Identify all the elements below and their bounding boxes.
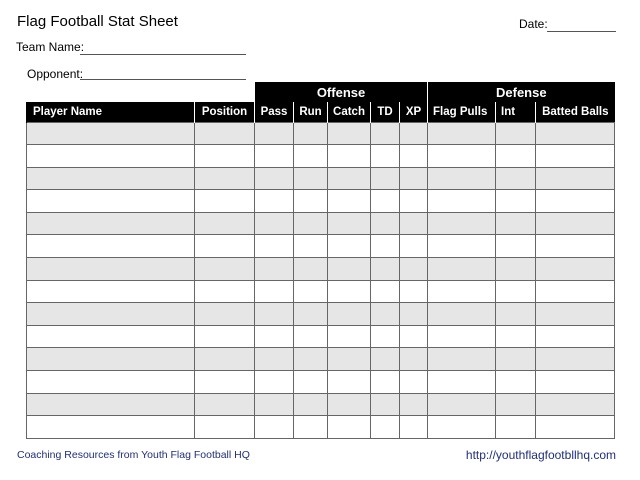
cell-batted-balls[interactable] <box>536 235 615 258</box>
cell-flag-pulls[interactable] <box>428 325 496 348</box>
cell-td[interactable] <box>371 348 400 371</box>
cell-position[interactable] <box>195 235 255 258</box>
footer-credit: Coaching Resources from Youth Flag Football HQ <box>17 449 250 461</box>
cell-run[interactable] <box>294 280 328 303</box>
cell-flag-pulls[interactable] <box>428 167 496 190</box>
cell-td[interactable] <box>371 190 400 213</box>
cell-catch[interactable] <box>328 190 371 213</box>
cell-batted-balls[interactable] <box>536 325 615 348</box>
cell-int[interactable] <box>496 348 536 371</box>
col-header-xp: XP <box>400 102 428 122</box>
cell-flag-pulls[interactable] <box>428 235 496 258</box>
cell-pass[interactable] <box>255 235 294 258</box>
cell-xp[interactable] <box>400 371 428 394</box>
cell-int[interactable] <box>496 122 536 145</box>
cell-int[interactable] <box>496 393 536 416</box>
cell-xp[interactable] <box>400 258 428 281</box>
table-row <box>27 145 615 168</box>
cell-flag-pulls[interactable] <box>428 258 496 281</box>
date-label: Date: <box>519 17 548 31</box>
cell-xp[interactable] <box>400 190 428 213</box>
cell-flag-pulls[interactable] <box>428 145 496 168</box>
cell-int[interactable] <box>496 303 536 326</box>
cell-position[interactable] <box>195 258 255 281</box>
col-header-run: Run <box>294 102 328 122</box>
cell-run[interactable] <box>294 190 328 213</box>
cell-xp[interactable] <box>400 303 428 326</box>
cell-catch[interactable] <box>328 280 371 303</box>
cell-int[interactable] <box>496 212 536 235</box>
cell-pass[interactable] <box>255 325 294 348</box>
footer-url-link[interactable]: http://youthflagfootbllhq.com <box>465 448 616 462</box>
cell-int[interactable] <box>496 167 536 190</box>
stat-table <box>26 82 615 439</box>
cell-batted-balls[interactable] <box>536 167 615 190</box>
cell-position[interactable] <box>195 167 255 190</box>
cell-pass[interactable] <box>255 212 294 235</box>
cell-player-name[interactable] <box>27 145 195 168</box>
table-row <box>27 325 615 348</box>
cell-td[interactable] <box>371 416 400 439</box>
cell-position[interactable] <box>195 416 255 439</box>
cell-position[interactable] <box>195 303 255 326</box>
cell-td[interactable] <box>371 325 400 348</box>
cell-flag-pulls[interactable] <box>428 190 496 213</box>
table-row <box>27 416 615 439</box>
team-name-field-line[interactable] <box>80 54 246 55</box>
cell-position[interactable] <box>195 348 255 371</box>
cell-run[interactable] <box>294 235 328 258</box>
table-row <box>27 303 615 326</box>
col-header-batted-balls: Batted Balls <box>536 102 615 122</box>
cell-pass[interactable] <box>255 303 294 326</box>
cell-batted-balls[interactable] <box>536 212 615 235</box>
table-row <box>27 371 615 394</box>
cell-td[interactable] <box>371 235 400 258</box>
group-header-spacer <box>27 82 255 102</box>
cell-player-name[interactable] <box>27 371 195 394</box>
cell-xp[interactable] <box>400 122 428 145</box>
cell-xp[interactable] <box>400 280 428 303</box>
cell-batted-balls[interactable] <box>536 416 615 439</box>
cell-xp[interactable] <box>400 235 428 258</box>
cell-player-name[interactable] <box>27 348 195 371</box>
cell-run[interactable] <box>294 348 328 371</box>
cell-pass[interactable] <box>255 190 294 213</box>
cell-int[interactable] <box>496 145 536 168</box>
cell-catch[interactable] <box>328 416 371 439</box>
cell-run[interactable] <box>294 145 328 168</box>
cell-run[interactable] <box>294 303 328 326</box>
cell-pass[interactable] <box>255 258 294 281</box>
cell-pass[interactable] <box>255 280 294 303</box>
cell-player-name[interactable] <box>27 303 195 326</box>
cell-xp[interactable] <box>400 212 428 235</box>
cell-int[interactable] <box>496 235 536 258</box>
cell-td[interactable] <box>371 167 400 190</box>
cell-td[interactable] <box>371 280 400 303</box>
cell-xp[interactable] <box>400 348 428 371</box>
col-header-position: Position <box>195 102 255 122</box>
cell-catch[interactable] <box>328 212 371 235</box>
cell-run[interactable] <box>294 416 328 439</box>
cell-player-name[interactable] <box>27 325 195 348</box>
cell-flag-pulls[interactable] <box>428 393 496 416</box>
cell-catch[interactable] <box>328 348 371 371</box>
cell-td[interactable] <box>371 371 400 394</box>
col-header-td: TD <box>371 102 400 122</box>
cell-run[interactable] <box>294 371 328 394</box>
cell-position[interactable] <box>195 145 255 168</box>
cell-xp[interactable] <box>400 393 428 416</box>
table-row <box>27 167 615 190</box>
cell-flag-pulls[interactable] <box>428 212 496 235</box>
cell-flag-pulls[interactable] <box>428 416 496 439</box>
cell-int[interactable] <box>496 371 536 394</box>
cell-batted-balls[interactable] <box>536 371 615 394</box>
cell-position[interactable] <box>195 371 255 394</box>
cell-batted-balls[interactable] <box>536 190 615 213</box>
cell-position[interactable] <box>195 212 255 235</box>
table-row <box>27 235 615 258</box>
cell-pass[interactable] <box>255 416 294 439</box>
table-row <box>27 393 615 416</box>
cell-td[interactable] <box>371 212 400 235</box>
opponent-field-line[interactable] <box>80 79 246 80</box>
col-header-player-name: Player Name <box>27 102 195 122</box>
sheet-title: Flag Football Stat Sheet <box>17 13 178 30</box>
col-header-pass: Pass <box>255 102 294 122</box>
cell-xp[interactable] <box>400 167 428 190</box>
cell-flag-pulls[interactable] <box>428 303 496 326</box>
cell-player-name[interactable] <box>27 212 195 235</box>
cell-player-name[interactable] <box>27 258 195 281</box>
cell-batted-balls[interactable] <box>536 393 615 416</box>
cell-run[interactable] <box>294 325 328 348</box>
cell-position[interactable] <box>195 190 255 213</box>
cell-flag-pulls[interactable] <box>428 280 496 303</box>
offense-group-header: Offense <box>255 82 428 102</box>
table-row <box>27 190 615 213</box>
cell-catch[interactable] <box>328 258 371 281</box>
cell-player-name[interactable] <box>27 235 195 258</box>
cell-pass[interactable] <box>255 122 294 145</box>
date-field-line[interactable] <box>547 31 616 32</box>
defense-group-header: Defense <box>428 82 615 102</box>
col-header-int: Int <box>496 102 536 122</box>
cell-catch[interactable] <box>328 145 371 168</box>
cell-position[interactable] <box>195 325 255 348</box>
cell-catch[interactable] <box>328 122 371 145</box>
cell-player-name[interactable] <box>27 122 195 145</box>
team-name-label: Team Name: <box>16 40 85 54</box>
cell-xp[interactable] <box>400 325 428 348</box>
cell-catch[interactable] <box>328 235 371 258</box>
cell-catch[interactable] <box>328 167 371 190</box>
cell-pass[interactable] <box>255 393 294 416</box>
cell-position[interactable] <box>195 122 255 145</box>
col-header-catch: Catch <box>328 102 371 122</box>
opponent-label: Opponent: <box>27 67 84 81</box>
cell-flag-pulls[interactable] <box>428 122 496 145</box>
cell-pass[interactable] <box>255 371 294 394</box>
cell-td[interactable] <box>371 258 400 281</box>
cell-catch[interactable] <box>328 371 371 394</box>
table-row <box>27 348 615 371</box>
cell-pass[interactable] <box>255 348 294 371</box>
cell-run[interactable] <box>294 167 328 190</box>
cell-player-name[interactable] <box>27 190 195 213</box>
cell-flag-pulls[interactable] <box>428 371 496 394</box>
cell-run[interactable] <box>294 258 328 281</box>
table-row <box>27 212 615 235</box>
table-row <box>27 258 615 281</box>
cell-pass[interactable] <box>255 167 294 190</box>
cell-batted-balls[interactable] <box>536 303 615 326</box>
cell-position[interactable] <box>195 280 255 303</box>
cell-catch[interactable] <box>328 303 371 326</box>
cell-player-name[interactable] <box>27 416 195 439</box>
cell-batted-balls[interactable] <box>536 258 615 281</box>
stat-table-body <box>27 122 615 438</box>
cell-batted-balls[interactable] <box>536 122 615 145</box>
cell-td[interactable] <box>371 393 400 416</box>
col-header-flag-pulls: Flag Pulls <box>428 102 496 122</box>
cell-pass[interactable] <box>255 145 294 168</box>
cell-int[interactable] <box>496 280 536 303</box>
cell-td[interactable] <box>371 122 400 145</box>
cell-run[interactable] <box>294 122 328 145</box>
cell-batted-balls[interactable] <box>536 348 615 371</box>
cell-xp[interactable] <box>400 145 428 168</box>
cell-xp[interactable] <box>400 416 428 439</box>
cell-batted-balls[interactable] <box>536 145 615 168</box>
cell-batted-balls[interactable] <box>536 280 615 303</box>
cell-run[interactable] <box>294 212 328 235</box>
table-row <box>27 280 615 303</box>
cell-int[interactable] <box>496 416 536 439</box>
table-row <box>27 122 615 145</box>
cell-player-name[interactable] <box>27 280 195 303</box>
cell-player-name[interactable] <box>27 167 195 190</box>
cell-int[interactable] <box>496 325 536 348</box>
cell-int[interactable] <box>496 190 536 213</box>
cell-player-name[interactable] <box>27 393 195 416</box>
cell-int[interactable] <box>496 258 536 281</box>
cell-catch[interactable] <box>328 393 371 416</box>
cell-run[interactable] <box>294 393 328 416</box>
cell-td[interactable] <box>371 303 400 326</box>
cell-flag-pulls[interactable] <box>428 348 496 371</box>
cell-catch[interactable] <box>328 325 371 348</box>
cell-td[interactable] <box>371 145 400 168</box>
cell-position[interactable] <box>195 393 255 416</box>
